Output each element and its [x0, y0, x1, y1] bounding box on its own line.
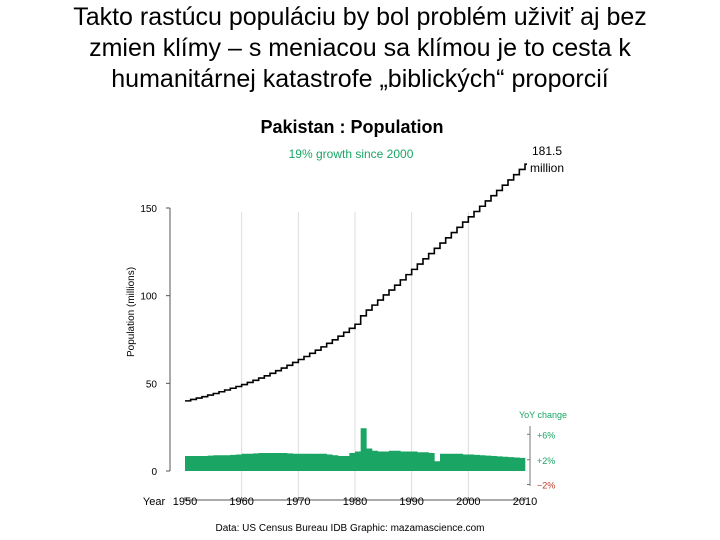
yoy-bar [208, 456, 214, 471]
yoy-bar [202, 456, 208, 471]
yoy-bar [429, 453, 435, 471]
slide-title-line-2: zmien klímy – s meniacou sa klímou je to cesta k [89, 34, 631, 62]
yoy-bar [185, 456, 191, 471]
yoy-bar [349, 453, 355, 471]
x-tick-label: 1980 [342, 496, 368, 508]
yoy-bar [412, 452, 418, 472]
yoy-bar [383, 452, 389, 472]
yoy-bar [485, 456, 491, 471]
y-tick-label: 150 [140, 204, 157, 215]
yoy-bar [457, 454, 463, 471]
x-tick-label: 2010 [512, 496, 538, 508]
yoy-bar [400, 452, 406, 472]
yoy-bar [230, 455, 236, 471]
yoy-bar [298, 454, 304, 471]
yoy-bar [468, 455, 474, 472]
yoy-bar [395, 451, 401, 471]
yoy-bar [366, 449, 372, 472]
y-tick-label: 50 [145, 379, 157, 391]
yoy-tick-label: +2% [537, 455, 556, 466]
yoy-bar [264, 453, 270, 471]
slide-title-line-1: Takto rastúcu populáciu by bol problém uživiť aj bez [73, 3, 647, 31]
y-tick-label: 0 [151, 467, 157, 478]
yoy-bar [406, 452, 412, 472]
yoy-bar [219, 455, 225, 471]
source-caption: Data: US Census Bureau IDB Graphic: mazamascience.com [215, 523, 485, 534]
chart-subtitle: 19% growth since 2000 [288, 147, 414, 161]
yoy-bar [236, 455, 242, 472]
yoy-bar [247, 454, 253, 471]
yoy-bar [389, 451, 395, 471]
chart-title: Pakistan : Population [260, 117, 444, 137]
yoy-bar [321, 454, 327, 471]
x-tick-label: 1970 [286, 496, 311, 508]
yoy-bar [519, 458, 525, 471]
yoy-bar [293, 454, 299, 471]
yoy-bar [378, 452, 384, 472]
yoy-tick-label: −2% [537, 480, 556, 491]
yoy-bar [423, 452, 429, 471]
yoy-bar [355, 452, 361, 472]
y-axis-label: Population (millions) [126, 266, 137, 358]
yoy-bar [196, 456, 202, 471]
end-unit-label: million [529, 161, 565, 175]
yoy-bar [242, 454, 248, 471]
x-axis-label: Year [142, 496, 166, 508]
x-tick-label: 1990 [399, 496, 424, 508]
plot-area [140, 164, 555, 508]
yoy-bar [225, 455, 231, 471]
yoy-bar [304, 454, 310, 471]
yoy-axis-title: YoY change [518, 410, 568, 420]
yoy-bar [213, 455, 219, 471]
yoy-bar [474, 455, 480, 471]
yoy-bar [514, 458, 520, 472]
yoy-bar [463, 455, 469, 472]
yoy-bar [480, 455, 486, 471]
yoy-bar [338, 456, 344, 471]
yoy-bar [497, 456, 503, 471]
end-value-label: 181.5 [531, 144, 563, 158]
yoy-bar [281, 453, 287, 471]
yoy-bar [434, 461, 440, 471]
yoy-bar [440, 454, 446, 471]
x-tick-label: 1950 [172, 496, 198, 508]
yoy-bar [446, 454, 452, 471]
yoy-bar [344, 456, 350, 471]
yoy-bar [270, 453, 276, 471]
yoy-bar [502, 457, 508, 471]
yoy-bar [508, 457, 514, 471]
yoy-bar [361, 428, 367, 471]
yoy-bar [259, 453, 265, 471]
yoy-bar [276, 453, 282, 471]
yoy-tick-label: +6% [537, 430, 556, 441]
yoy-bar [253, 453, 259, 471]
yoy-bar [287, 453, 293, 471]
yoy-bar [491, 456, 497, 471]
yoy-bar [327, 455, 333, 472]
yoy-bar [310, 454, 316, 471]
population-line [185, 164, 527, 401]
x-tick-label: 1960 [229, 496, 254, 508]
yoy-bar [191, 456, 197, 471]
yoy-bar [315, 454, 321, 471]
yoy-bar [332, 455, 338, 471]
yoy-bar [417, 452, 423, 471]
x-tick-label: 2000 [456, 496, 481, 508]
y-tick-label: 100 [140, 291, 157, 303]
yoy-bar [372, 451, 378, 471]
yoy-bar [451, 454, 457, 471]
slide-title-line-3: humanitárnej katastrofe „biblických“ proporcií [111, 65, 609, 93]
